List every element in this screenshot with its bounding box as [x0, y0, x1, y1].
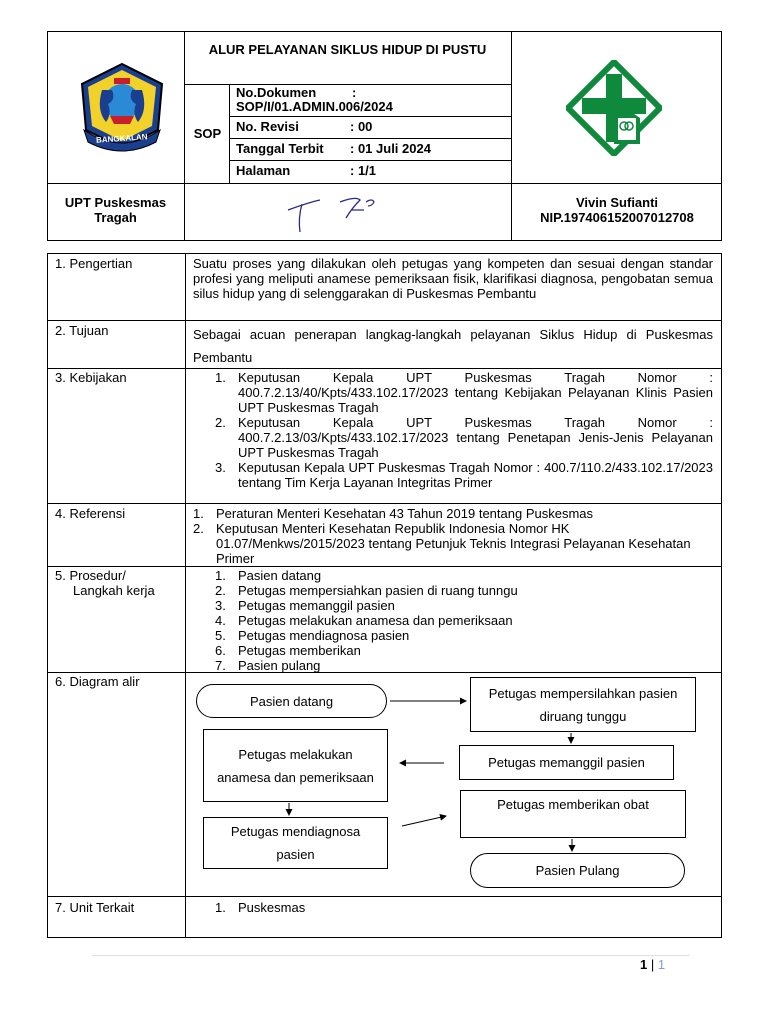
- list-item: 6. Petugas memberikan: [215, 643, 361, 658]
- flow-node-end: Pasien Pulang: [470, 853, 685, 888]
- list-item: 3. Petugas memanggil pasien: [215, 598, 395, 613]
- list-item: 5. Petugas mendiagnosa pasien: [215, 628, 410, 643]
- list-item: 2. Keputusan Kepala UPT Puskesmas Tragah Nomor : 400.7.2.13/03/Kpts/433.102.17/2023 tentang Penetapan Jenis-Jenis Pelayanan UPT Puskesmas Tragah: [215, 415, 713, 460]
- flow-node-diagnose: Petugas mendiagnosa pasien: [203, 817, 388, 869]
- flow-node-start: Pasien datang: [196, 684, 387, 718]
- page-value: : 1/1: [350, 163, 377, 178]
- section-label-unit: 7. Unit Terkait: [55, 900, 135, 915]
- org-name: UPT Puskesmas Tragah: [64, 195, 167, 225]
- tujuan-text: Sebagai acuan penerapan langkag-langkah pelayanan Siklus Hidup di Puskesmas Pembantu: [193, 327, 713, 365]
- list-item: 4. Petugas melakukan anamesa dan pemeriksaan: [215, 613, 513, 628]
- section-label-referensi: 4. Referensi: [55, 506, 126, 521]
- list-item: 1. Pasien datang: [215, 568, 322, 583]
- issue-date-label: Tanggal Terbit: [236, 141, 324, 156]
- list-item: 1. Peraturan Menteri Kesehatan 43 Tahun 2019 tentang Puskesmas: [193, 506, 594, 521]
- footer-divider: [92, 955, 690, 956]
- flow-node-call: Petugas memanggil pasien: [459, 745, 674, 780]
- section-label-tujuan: 2. Tujuan: [55, 323, 109, 338]
- unit-list: [193, 900, 713, 915]
- flow-node-exam: Petugas melakukan anamesa dan pemeriksaan: [203, 729, 388, 802]
- document-title: ALUR PELAYANAN SIKLUS HIDUP DI PUSTU: [208, 42, 487, 57]
- signer-name: Vivin Sufianti: [575, 195, 659, 210]
- list-item: 1. Puskesmas: [215, 900, 306, 915]
- doc-no-value: SOP/I/01.ADMIN.006/2024: [236, 99, 393, 114]
- pengertian-text: Suatu proses yang dilakukan oleh petugas yang kompeten dan sesuai dengan standar profesi yang meliputi anamese pemeriksaan fisik, klarifikasi diagnosa, pengobatan semua silus hidup yang di selenggarakan di Puskesmas Pembantu: [193, 256, 713, 301]
- sop-label: SOP: [193, 126, 222, 141]
- revision-label: No. Revisi: [236, 119, 299, 134]
- doc-no-label: No.Dokumen :: [236, 85, 357, 100]
- list-item: 2. Keputusan Menteri Kesehatan Republik Indonesia Nomor HK 01.07/Menkws/2015/2023 tentang Petunjuk Teknis Integrasi Pelayanan Kesehatan Primer: [193, 521, 691, 566]
- flow-node-medicine: Petugas memberikan obat: [460, 790, 686, 838]
- page-label: Halaman: [236, 163, 291, 178]
- list-item: 7. Pasien pulang: [215, 658, 321, 673]
- signer-nip: NIP.197406152007012708: [540, 210, 694, 225]
- list-item: 3. Keputusan Kepala UPT Puskesmas Tragah Nomor : 400.7/110.2/433.102.17/2023 tentang Tim Kerja Layanan Integritas Primer: [215, 460, 713, 490]
- flow-node-wait: Petugas mempersilahkan pasien diruang tunggu: [470, 677, 696, 732]
- logo-text: BANGKALAN: [95, 132, 148, 145]
- list-item: 1. Keputusan Kepala UPT Puskesmas Tragah Nomor : 400.7.2.13/40/Kpts/433.102.17/2023 tentang Kebijakan Pelayanan Klinis Pasien UPT Puskesmas Tragah: [215, 370, 713, 415]
- issue-date-value: : 01 Juli 2024: [350, 141, 431, 156]
- revision-value: : 00: [350, 119, 373, 134]
- page-number: 1 | 1: [640, 957, 666, 972]
- section-label-pengertian: 1. Pengertian: [55, 256, 133, 271]
- section-label-diagram: 6. Diagram alir: [55, 674, 140, 689]
- section-label-prosedur: 5. Prosedur/ Langkah kerja: [55, 568, 155, 598]
- arrow-diagnose-to-medicine: [402, 816, 446, 826]
- section-label-kebijakan: 3. Kebijakan: [55, 370, 127, 385]
- list-item: 2. Petugas mempersiahkan pasien di ruang tunngu: [215, 583, 518, 598]
